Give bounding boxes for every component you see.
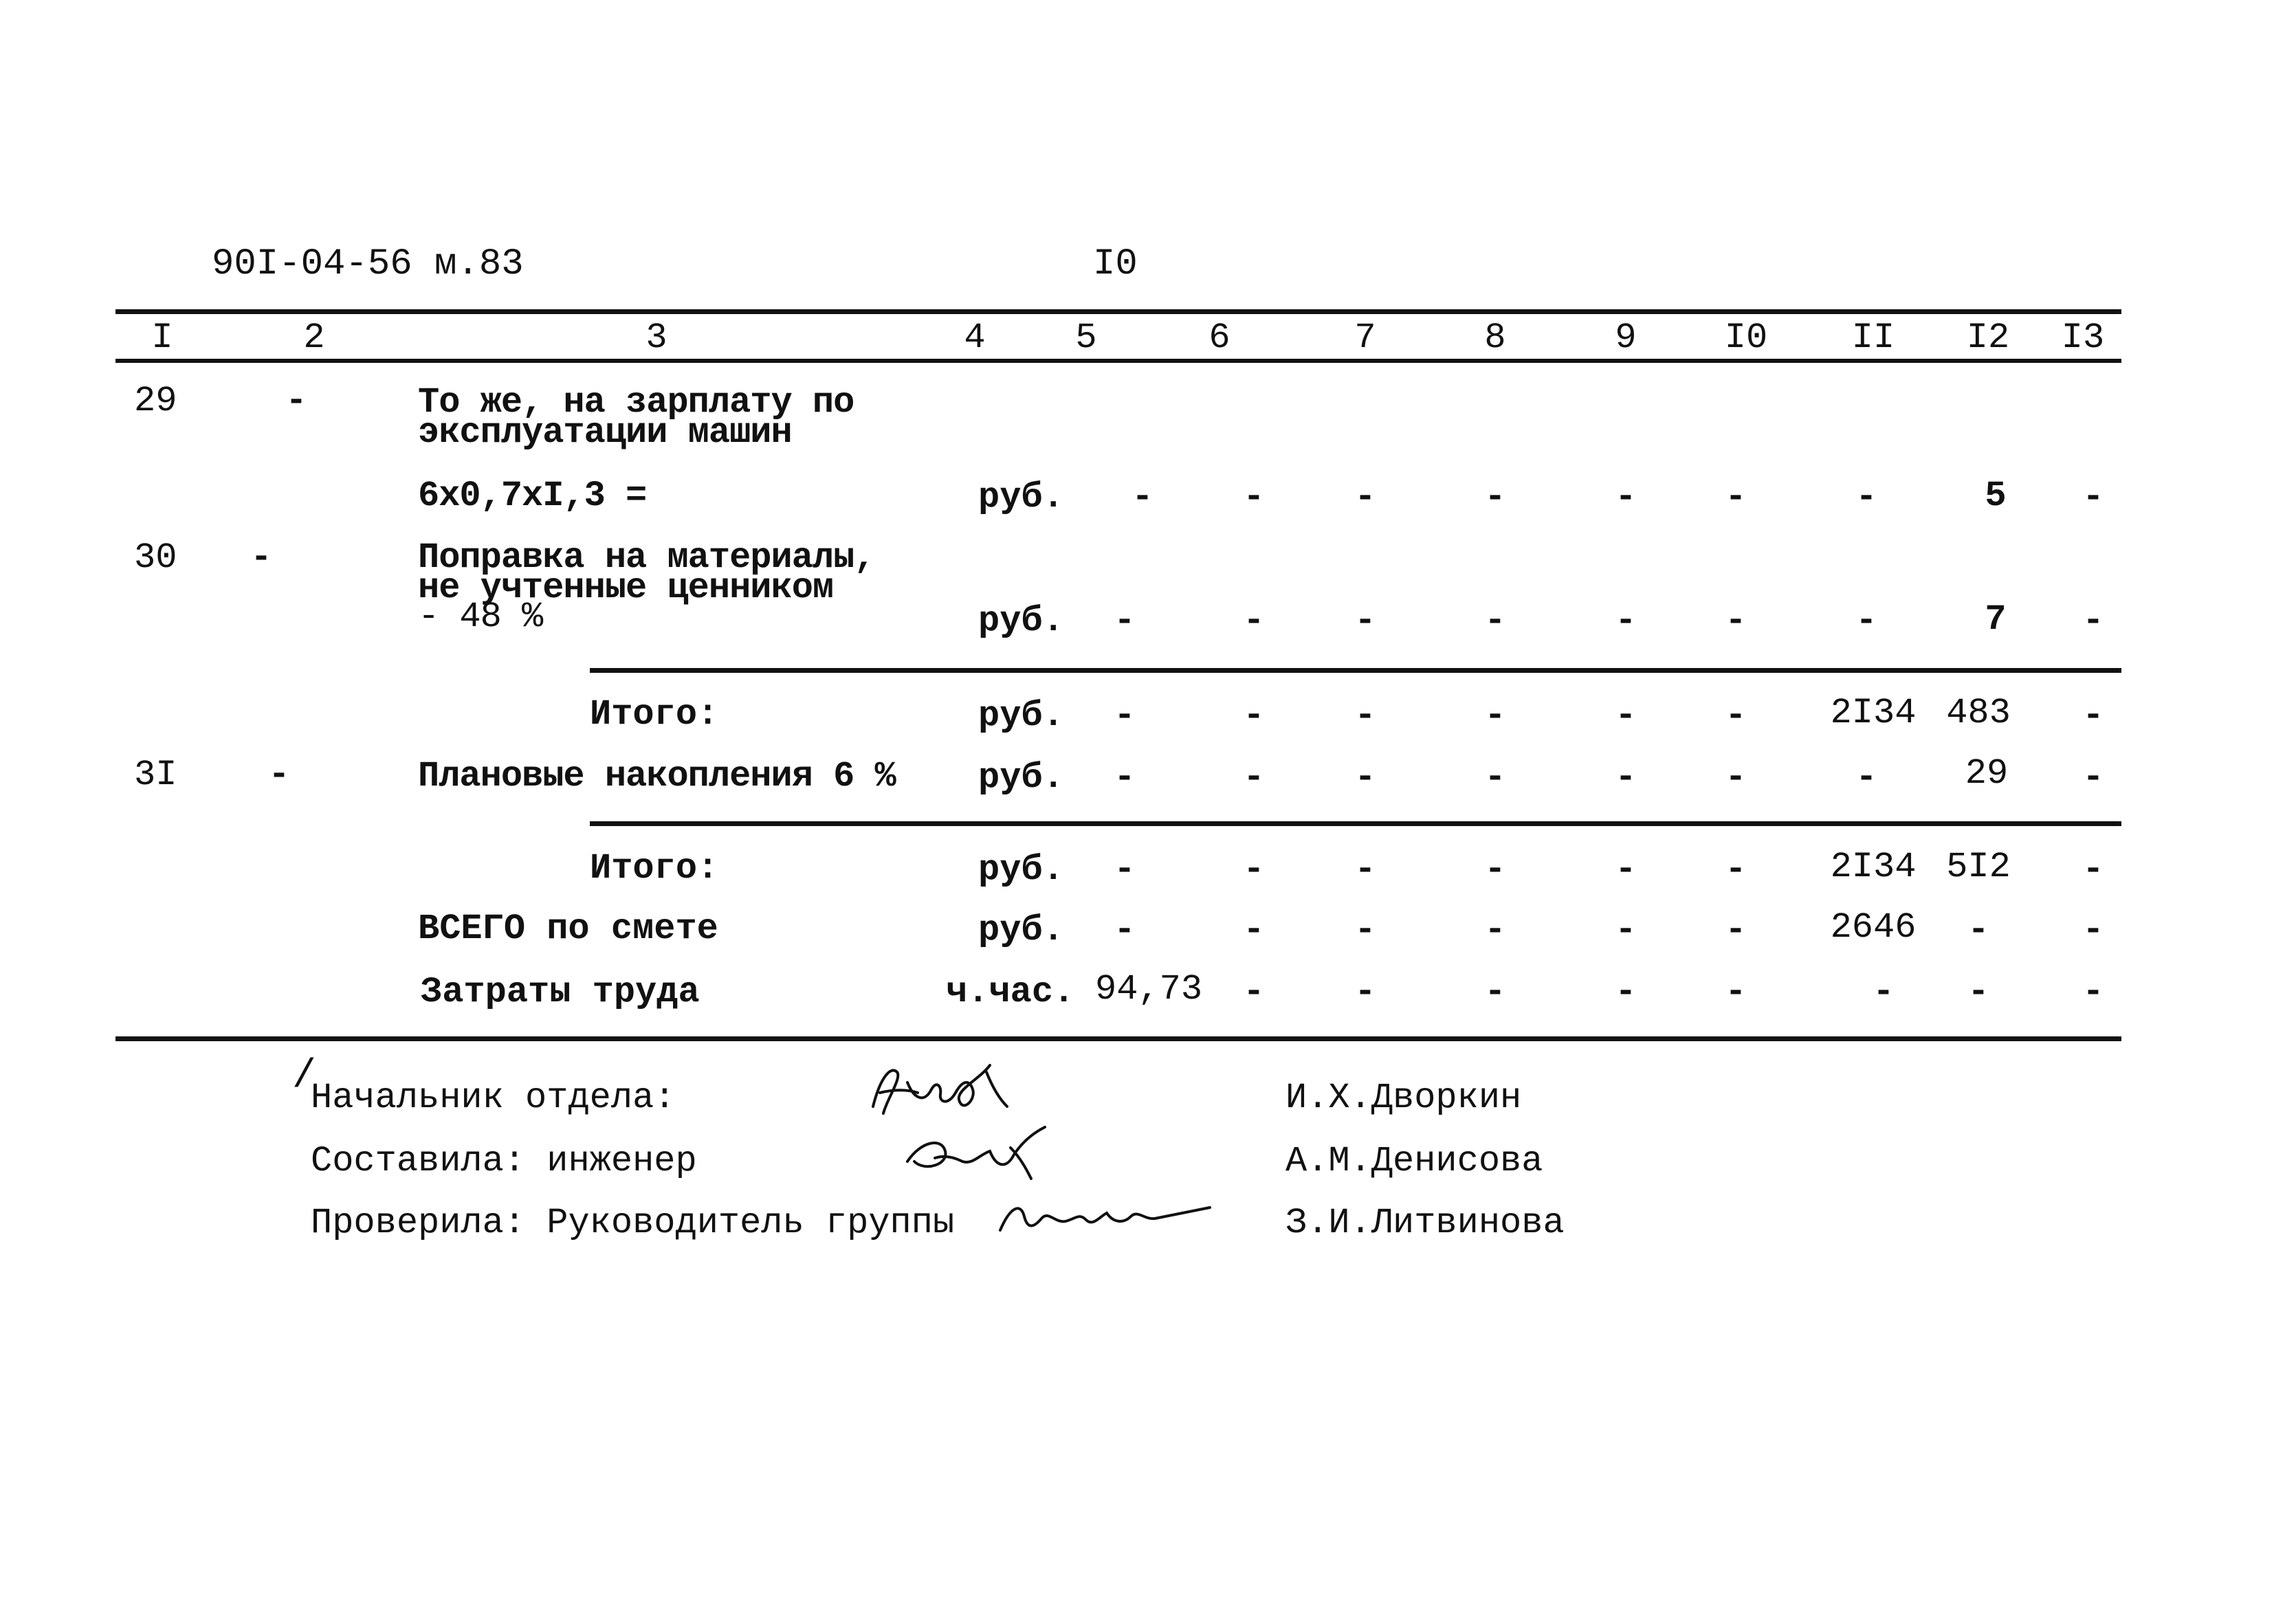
- row-30-col11: -: [1855, 601, 1877, 641]
- checked-name: З.И.Литвинова: [1285, 1203, 1565, 1243]
- labor-unit: ч.час.: [946, 972, 1075, 1012]
- row-29-col10: -: [1725, 477, 1747, 518]
- total-2-col12: 5I2: [1946, 847, 2011, 887]
- grand-total-col11: 2646: [1830, 907, 1917, 948]
- table-header-rule: [115, 359, 2121, 363]
- labor-col12: -: [1967, 972, 1989, 1012]
- compiled-role: Составила: инженер: [311, 1141, 697, 1181]
- column-header-10: I0: [1724, 318, 1768, 358]
- row-30-col2: -: [250, 537, 272, 578]
- table-top-rule: [115, 309, 2121, 314]
- row-29-col7: -: [1354, 477, 1376, 518]
- checked-signature: [990, 1192, 1217, 1241]
- row-30-col5: -: [1114, 601, 1136, 641]
- total-2-col9: -: [1615, 849, 1637, 890]
- total-1-col6: -: [1243, 696, 1265, 736]
- column-header-5: 5: [1075, 318, 1097, 358]
- row-31-unit: руб.: [978, 757, 1064, 798]
- grand-total-col9: -: [1615, 910, 1637, 950]
- total-2-col8: -: [1484, 849, 1506, 890]
- row-31-col10: -: [1725, 757, 1747, 798]
- labor-col5: 94,73: [1095, 969, 1203, 1010]
- row-31-description: Плановые накопления 6 %: [418, 756, 896, 797]
- labor-col9: -: [1615, 972, 1637, 1012]
- row-31-col11: -: [1855, 757, 1877, 798]
- total-1-label: Итого:: [590, 694, 719, 735]
- subtotal-rule-2: [590, 821, 2121, 826]
- table-bottom-rule: [115, 1036, 2121, 1041]
- total-2-unit: руб.: [978, 849, 1064, 890]
- column-header-8: 8: [1484, 318, 1506, 358]
- row-30-col6: -: [1243, 601, 1265, 641]
- total-1-col9: -: [1615, 696, 1637, 736]
- labor-label: Затраты труда: [421, 972, 700, 1012]
- column-header-9: 9: [1615, 318, 1637, 358]
- signature-tick-mark: /: [292, 1054, 316, 1099]
- total-1-col11: 2I34: [1830, 693, 1917, 733]
- row-31-col6: -: [1243, 757, 1265, 798]
- total-2-col6: -: [1243, 849, 1265, 890]
- row-31-col9: -: [1615, 757, 1637, 798]
- row-31-col5: -: [1114, 757, 1136, 798]
- column-header-11: II: [1851, 318, 1895, 358]
- row-31-number: 3I: [134, 755, 177, 795]
- total-1-col5: -: [1114, 696, 1136, 736]
- row-30-col10: -: [1725, 601, 1747, 641]
- total-1-unit: руб.: [978, 696, 1064, 736]
- row-29-col13: -: [2082, 477, 2104, 518]
- grand-total-col8: -: [1484, 910, 1506, 950]
- row-29-col9: -: [1615, 477, 1637, 518]
- grand-total-col5: -: [1114, 910, 1136, 950]
- total-2-col11: 2I34: [1830, 847, 1917, 887]
- column-header-13: I3: [2061, 318, 2105, 358]
- head-signature: [859, 1052, 1024, 1127]
- labor-col10: -: [1725, 972, 1747, 1012]
- row-29-col6: -: [1243, 477, 1265, 518]
- column-header-7: 7: [1354, 318, 1376, 358]
- row-29-col2: -: [285, 381, 307, 421]
- document-code: 90I-04-56 м.83: [212, 243, 524, 285]
- labor-col6: -: [1243, 972, 1265, 1012]
- row-29-formula: 6х0,7хI,3 =: [418, 476, 647, 516]
- total-2-col7: -: [1354, 849, 1376, 890]
- column-header-12: I2: [1966, 318, 2010, 358]
- row-30-number: 30: [134, 537, 177, 578]
- row-29-col8: -: [1484, 477, 1506, 518]
- row-30-description-line-2: не учтенные ценником: [418, 568, 834, 608]
- grand-total-unit: руб.: [978, 910, 1064, 950]
- total-1-col8: -: [1484, 696, 1506, 736]
- row-31-col2: -: [268, 755, 290, 795]
- column-header-6: 6: [1208, 318, 1230, 358]
- row-30-description-line-1: Поправка на материалы,: [418, 537, 875, 578]
- total-2-col5: -: [1114, 849, 1136, 890]
- total-2-label: Итого:: [590, 848, 719, 889]
- row-29-col11: -: [1855, 477, 1877, 518]
- head-name: И.Х.Дворкин: [1285, 1078, 1522, 1118]
- grand-total-col13: -: [2082, 910, 2104, 950]
- labor-col7: -: [1354, 972, 1376, 1012]
- row-30-col9: -: [1615, 601, 1637, 641]
- total-1-col10: -: [1725, 696, 1747, 736]
- column-header-3: 3: [645, 318, 667, 358]
- grand-total-col7: -: [1354, 910, 1376, 950]
- row-30-col13: -: [2082, 601, 2104, 641]
- row-29-col12: 5: [1985, 476, 2007, 516]
- grand-total-col12: -: [1967, 910, 1989, 950]
- compiled-signature: [894, 1120, 1052, 1182]
- total-1-col7: -: [1354, 696, 1376, 736]
- row-29-unit: руб.: [978, 477, 1064, 518]
- row-30-description-line-3: - 48 %: [418, 597, 543, 637]
- compiled-name: А.М.Денисова: [1285, 1141, 1543, 1181]
- grand-total-col10: -: [1725, 910, 1747, 950]
- row-29-description-line-2: эксплуатации машин: [418, 412, 792, 453]
- subtotal-rule-1: [590, 668, 2121, 673]
- column-header-1: I: [151, 318, 173, 358]
- labor-col11: -: [1873, 972, 1895, 1012]
- row-30-col7: -: [1354, 601, 1376, 641]
- row-31-col8: -: [1484, 757, 1506, 798]
- labor-col8: -: [1484, 972, 1506, 1012]
- row-29-number: 29: [134, 381, 177, 421]
- grand-total-label: ВСЕГО по смете: [418, 909, 718, 949]
- total-2-col13: -: [2082, 849, 2104, 890]
- row-30-unit: руб.: [978, 601, 1064, 641]
- total-1-col12: 483: [1946, 693, 2011, 733]
- row-30-col12: 7: [1985, 599, 2007, 640]
- head-role: Начальник отдела:: [311, 1078, 676, 1118]
- row-30-col8: -: [1484, 601, 1506, 641]
- checked-role: Проверила: Руководитель группы: [311, 1203, 955, 1243]
- row-31-col7: -: [1354, 757, 1376, 798]
- row-31-col12: 29: [1965, 753, 2009, 794]
- total-1-col13: -: [2082, 696, 2104, 736]
- row-29-col5: -: [1132, 477, 1153, 518]
- row-31-col13: -: [2082, 757, 2104, 798]
- grand-total-col6: -: [1243, 910, 1265, 950]
- page-number: I0: [1093, 243, 1138, 285]
- column-header-2: 2: [303, 318, 325, 358]
- row-29-description-line-1: То же, на зарплату по: [418, 382, 854, 423]
- column-header-4: 4: [964, 318, 986, 358]
- labor-col13: -: [2082, 972, 2104, 1012]
- total-2-col10: -: [1725, 849, 1747, 890]
